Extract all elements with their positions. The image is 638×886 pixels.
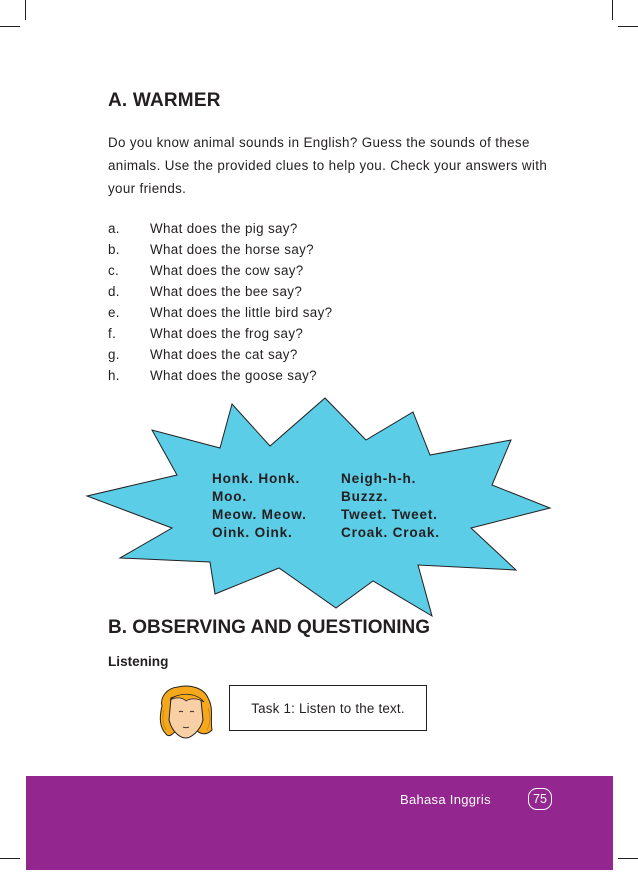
question-text: What does the cat say? bbox=[150, 347, 298, 362]
question-letter: h. bbox=[108, 368, 120, 383]
question-letter: b. bbox=[108, 242, 120, 257]
question-letter: e. bbox=[108, 305, 120, 320]
footer-bar bbox=[26, 776, 613, 870]
clue-item: Croak. Croak. bbox=[341, 525, 440, 540]
clue-item: Moo. bbox=[212, 489, 247, 504]
footer-book-title: Bahasa Inggris bbox=[400, 792, 491, 807]
question-letter: c. bbox=[108, 263, 120, 278]
question-text: What does the goose say? bbox=[150, 368, 317, 383]
girl-listening-icon bbox=[156, 684, 216, 740]
question-text: What does the little bird say? bbox=[150, 305, 333, 320]
task-box: Task 1: Listen to the text. bbox=[229, 685, 427, 731]
question-text: What does the bee say? bbox=[150, 284, 303, 299]
clue-list-left bbox=[212, 470, 307, 542]
clue-item: Meow. Meow. bbox=[212, 507, 307, 522]
listening-subheading: Listening bbox=[108, 654, 169, 669]
clue-list-right bbox=[341, 470, 440, 542]
section-a-heading: A. WARMER bbox=[108, 90, 221, 111]
question-text: What does the frog say? bbox=[150, 326, 304, 341]
question-letter: d. bbox=[108, 284, 120, 299]
clue-item: Buzzz. bbox=[341, 489, 389, 504]
clue-item: Tweet. Tweet. bbox=[341, 507, 438, 522]
question-text: What does the horse say? bbox=[150, 242, 314, 257]
starburst-shape bbox=[87, 398, 550, 616]
question-text: What does the pig say? bbox=[150, 221, 298, 236]
section-a-intro: Do you know animal sounds in English? Guess the sounds of these animals. Use the provided clues to help you. Check your answers with your friends. bbox=[108, 135, 548, 196]
page-number: 75 bbox=[528, 788, 552, 810]
clue-item: Oink. Oink. bbox=[212, 525, 293, 540]
question-letter: g. bbox=[108, 347, 120, 362]
clue-item: Honk. Honk. bbox=[212, 471, 301, 486]
clue-item: Neigh-h-h. bbox=[341, 471, 417, 486]
question-letter: f. bbox=[108, 326, 117, 341]
question-text: What does the cow say? bbox=[150, 263, 304, 278]
question-letter: a. bbox=[108, 221, 120, 236]
section-b-heading: B. OBSERVING AND QUESTIONING bbox=[108, 617, 430, 638]
